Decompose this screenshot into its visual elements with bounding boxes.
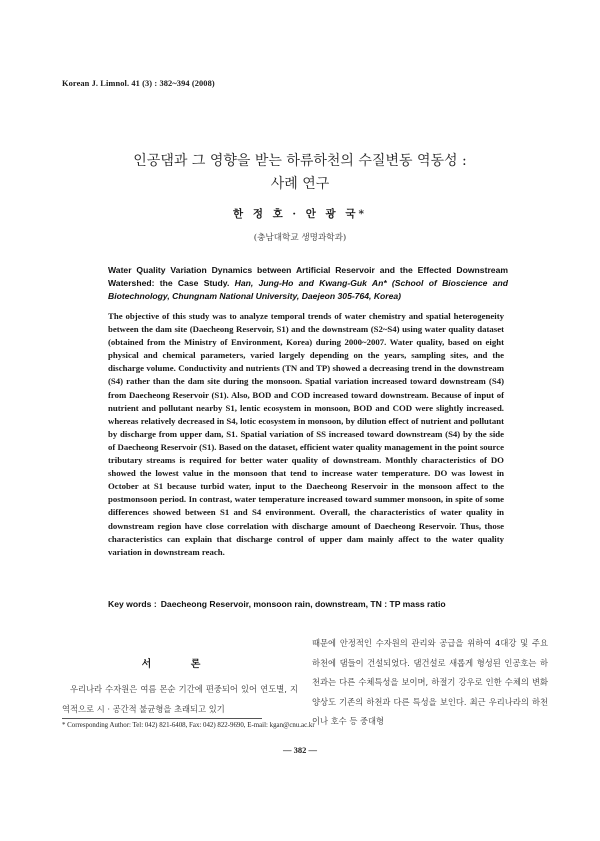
english-title: Water Quality Variation Dynamics between Artificial Reservoir and the Effected Downstream Watershed: the Case Study. xyxy=(108,265,508,288)
english-authors-affiliation: Han, Jung-Ho and Kwang-Guk An* (School of Bioscience and Biotechnology, Chungnam National University, Daejeon 305-764, Korea) xyxy=(108,277,509,301)
body-left-column: 우리나라 수자원은 여름 몬순 기간에 편중되어 있어 연도별, 지역적으로 시 · 공간적 불균형을 초래되고 있기 xyxy=(62,684,298,714)
body-right-column: 때문에 안정적인 수자원의 관리와 공급을 위하여 4대강 및 주요 하천에 댐들이 건설되었다. 댐건설로 새롭게 형성된 인공호는 하천과는 다른 수체특성을 보이며, 하절기 강우로 인한 수체의 변화양상도 기존의 하천과 다른 특성을 보인다. 최근 우리나라의 하천이나 호수 등 중대형 xyxy=(312,638,548,726)
keywords-text: Daecheong Reservoir, monsoon rain, downstream, TN : TP mass ratio xyxy=(160,599,446,609)
page-number: — 382 — xyxy=(283,745,317,755)
keywords-line xyxy=(108,599,508,609)
journal-citation: Korean J. Limnol. 41 (3) : 382~394 (2008) xyxy=(62,79,215,88)
abstract: The objective of this study was to analyze temporal trends of water chemistry and spatial heterogeneity between the dam site (Daecheong Reservoir, S1) and the downstream (S2~S4) using water quality dataset (obtained from the Ministry of Environment, Korea) during 2000~2007. Water quality, based on eight physical and chemical parameters, varied largely depending on the years, sampling sites, and the discharge volume. Conductivity and nutrients (TN and TP) showed a decreasing trend in the downstream (S4) rather than the dam site during the monsoon. Spatial variation increased toward downstream (S4) from Daecheong Reservoir (S1). Also, BOD and COD increased toward downstream. Because of input of nutrient and pollutant nearby S1, lentic ecosystem in monsoon, BOD and COD were slightly increased. whereas relatively decreased in S4, lotic ecosystem in monsoon, by dilution effect of nutrient and pollutant by discharge from upper dam, S1. Spatial variation of SS increased toward downstream (S4) by the side of Daecheong Reservoir (S1). Based on the dataset, efficient water quality management in the point source tributary streams is required for better water quality of downstream. Monthly characteristics of DO showed the lowest value in the monsoon that tend to increase water temperature. DO was lowest in October at S1 because turbid water, input to the Daecheong Reservoir in the monsoon affect to the postmonsoon period. In contrast, water temperature increased toward summer monsoon, in spite of some differences showed between S1 and S4 environment. Overall, the characteristics of water quality in downstream region have close correlation with discharge amount of Daecheong Reservoir. Thus, those characteristics can explain that discharge control of upper dam mainly affect to the water quality variation in downstream reach. xyxy=(108,311,504,557)
corresponding-author-footnote: * Corresponding Author: Tel: 042) 821-6408, Fax: 042) 822-9690, E-mail: kgan@cnu.ac.kr xyxy=(62,722,315,729)
korean-title-line1: 인공댐과 그 영향을 받는 하류하천의 수질변동 역동성 : xyxy=(133,153,467,169)
korean-affiliation: (충남대학교 생명과학과) xyxy=(253,233,347,243)
korean-authors: 한 정 호 · 안 광 국* xyxy=(233,208,367,220)
english-title-block xyxy=(108,264,508,303)
keywords-label: Key words : xyxy=(108,599,157,609)
footnote-divider xyxy=(62,718,262,719)
section-heading-introduction: 서 론 xyxy=(141,659,219,670)
korean-title-line2: 사례 연구 xyxy=(270,176,330,192)
